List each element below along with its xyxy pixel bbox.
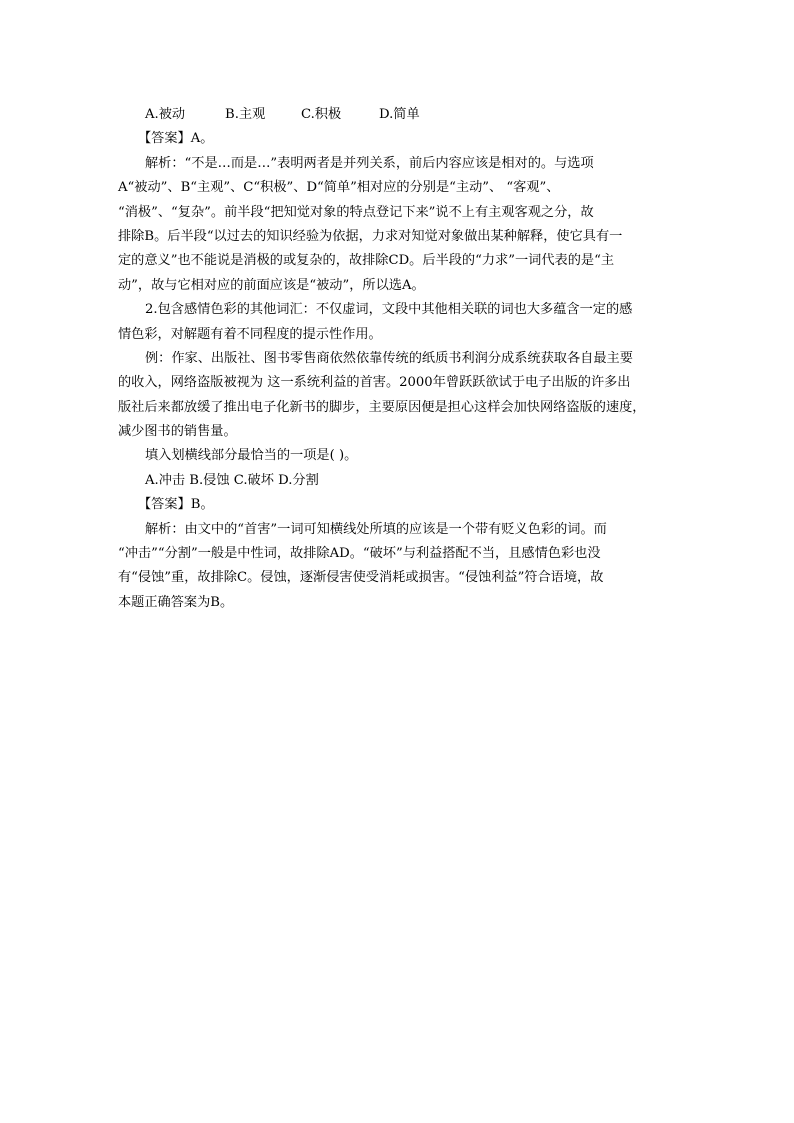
q2-analysis-line: 解析：由文中的“首害”一词可知横线处所填的应该是一个带有贬义色彩的词。而 bbox=[145, 521, 607, 537]
q1-analysis-line: A“被动”、B“主观”、C“积极”、D“简单”相对应的分别是“主动”、 “客观”、 bbox=[118, 180, 560, 196]
q1-analysis-line: 定的意义”也不能说是消极的或复杂的，故排除CD。后半段的“力求”一词代表的是“主 bbox=[118, 253, 615, 269]
q2-example-line: 的收入，网络盗版被视为 这一系统利益的首害。2000年曾跃跃欲试于电子出版的许多出 bbox=[118, 375, 631, 391]
q1-option-b: B.主观 bbox=[225, 107, 266, 122]
q2-analysis-line: 本题正确答案为B。 bbox=[118, 594, 234, 610]
q1-options bbox=[118, 103, 678, 127]
q1-analysis-line: “消极”、“复杂”。前半段“把知觉对象的特点登记下来”说不上有主观客观之分，故 bbox=[118, 204, 594, 220]
q1-option-c: C.积极 bbox=[301, 107, 342, 122]
section2-line: 2.包含感情色彩的其他词汇：不仅虚词，文段中其他相关联的词也大多蕴含一定的感 bbox=[145, 302, 633, 318]
q2-analysis-line: 有“侵蚀”重，故排除C。侵蚀，逐渐侵害使受消耗或损害。“侵蚀利益”符合语境，故 bbox=[118, 570, 604, 586]
q1-option-d: D.简单 bbox=[379, 107, 420, 122]
document-body bbox=[118, 103, 678, 615]
q2-answer: 【答案】B。 bbox=[138, 497, 214, 513]
q1-analysis-line: 排除B。后半段“以过去的知识经验为依据，力求对知觉对象做出某种解释，使它具有一 bbox=[118, 228, 623, 244]
q1-option-a: A.被动 bbox=[145, 107, 186, 122]
q2-options: A.冲击 B.侵蚀 C.破坏 D.分割 bbox=[145, 472, 319, 488]
q1-analysis-line: 解析：“不是…而是…”表明两者是并列关系，前后内容应该是相对的。与选项 bbox=[145, 155, 594, 171]
q2-example-line: 版社后来都放缓了推出电子化新书的脚步，主要原因便是担心这样会加快网络盗版的速度， bbox=[118, 399, 646, 415]
q2-example-line: 例：作家、出版社、图书零售商依然依靠传统的纸质书利润分成系统获取各自最主要 bbox=[145, 350, 633, 366]
q2-question: 填入划横线部分最恰当的一项是( )。 bbox=[145, 448, 358, 464]
section2-line: 情色彩，对解题有着不同程度的提示性作用。 bbox=[118, 326, 382, 342]
q2-analysis-line: “冲击”“分割”一般是中性词，故排除AD。“破坏”与利益搭配不当，且感情色彩也没 bbox=[118, 546, 601, 562]
q1-answer: 【答案】A。 bbox=[138, 131, 214, 147]
q2-example-line: 减少图书的销售量。 bbox=[118, 424, 237, 440]
q1-analysis-line: 动”，故与它相对应的前面应该是“被动”，所以选A。 bbox=[118, 277, 425, 293]
